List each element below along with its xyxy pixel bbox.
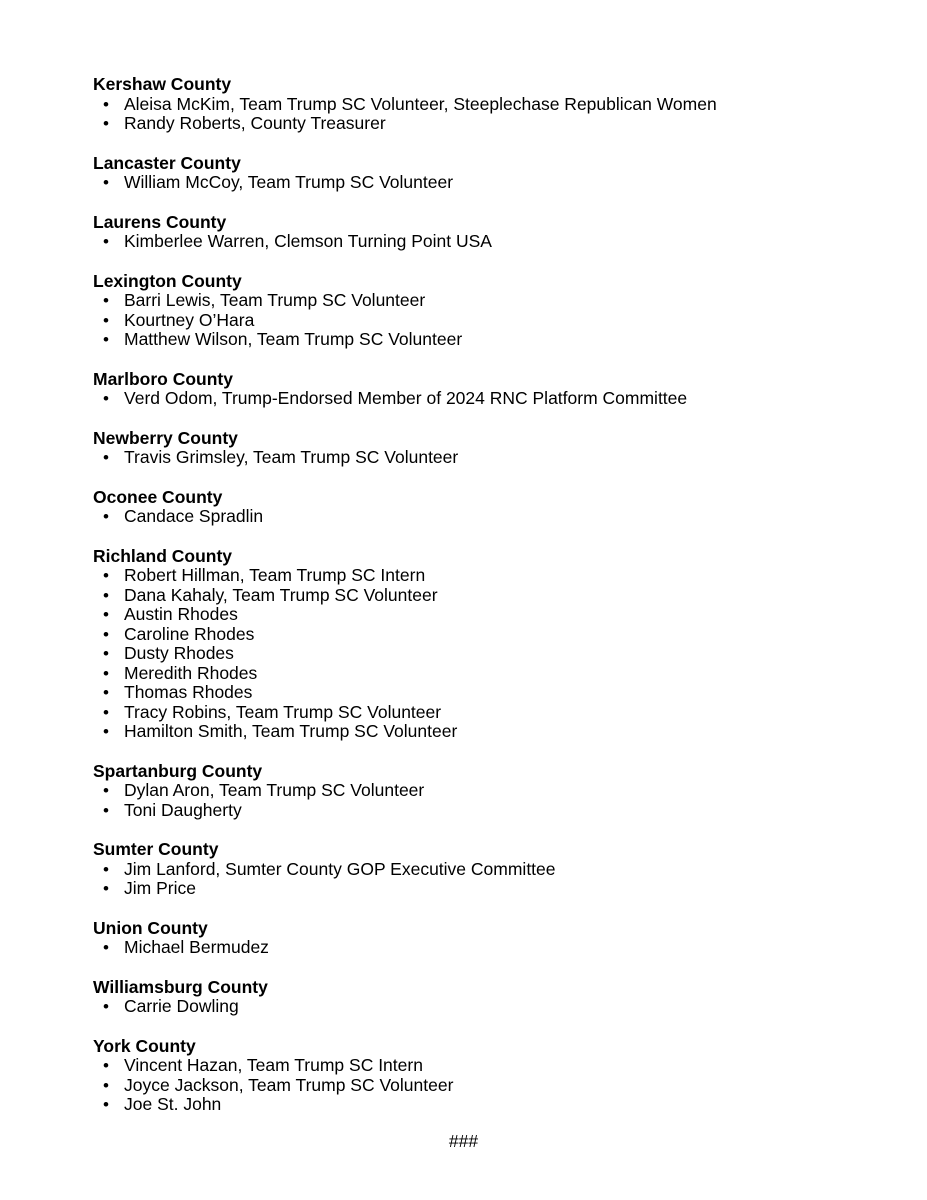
member-text: Caroline Rhodes: [124, 623, 255, 644]
bullet-icon: •: [103, 232, 109, 251]
list-item: [93, 114, 893, 134]
county-heading: Sumter County: [93, 839, 219, 859]
bullet-icon: •: [103, 291, 109, 310]
bullet-icon: •: [103, 938, 109, 957]
member-list: [93, 938, 893, 958]
bullet-icon: •: [103, 702, 109, 722]
member-list: [93, 997, 893, 1017]
county-section: [93, 370, 893, 409]
county-section: [93, 762, 893, 821]
bullet-icon: •: [103, 1056, 109, 1075]
list-item: [93, 938, 893, 958]
county-heading: Lexington County: [93, 270, 242, 291]
member-list: [93, 1056, 893, 1115]
bullet-icon: •: [103, 566, 109, 585]
list-item: [93, 586, 893, 606]
list-item: [93, 781, 893, 801]
list-item: [93, 644, 893, 664]
list-item: [93, 1056, 893, 1076]
member-text: William McCoy, Team Trump SC Volunteer: [124, 172, 454, 192]
list-item: [93, 1095, 893, 1115]
county-heading: Spartanburg County: [93, 760, 263, 781]
list-item: [93, 291, 893, 311]
county-list: [93, 75, 893, 1135]
county-section: [93, 1037, 893, 1115]
bullet-icon: •: [103, 114, 109, 133]
county-heading: Union County: [93, 917, 208, 938]
member-list: [93, 95, 893, 134]
county-heading: Kershaw County: [93, 74, 232, 94]
member-text: Aleisa McKim, Team Trump SC Volunteer, Steeplechase Republican Women: [124, 93, 717, 114]
list-item: [93, 389, 893, 409]
member-text: Austin Rhodes: [124, 604, 238, 624]
member-text: Toni Daugherty: [124, 799, 242, 820]
list-item: [93, 605, 893, 625]
bullet-icon: •: [103, 859, 109, 879]
member-text: Jim Price: [124, 878, 196, 898]
member-text: Vincent Hazan, Team Trump SC Intern: [124, 1055, 423, 1075]
member-text: Joe St. John: [124, 1094, 222, 1114]
bullet-icon: •: [103, 605, 109, 624]
bullet-icon: •: [103, 781, 109, 800]
bullet-icon: •: [103, 173, 109, 192]
bullet-icon: •: [103, 94, 109, 114]
member-text: Thomas Rhodes: [124, 682, 253, 702]
member-text: Kourtney O’Hara: [124, 309, 255, 330]
county-heading: Laurens County: [93, 211, 227, 232]
member-text: Travis Grimsley, Team Trump SC Volunteer: [124, 447, 459, 467]
member-text: Randy Roberts, County Treasurer: [124, 113, 386, 133]
bullet-icon: •: [103, 310, 109, 330]
member-text: Matthew Wilson, Team Trump SC Volunteer: [124, 329, 463, 349]
county-heading: Marlboro County: [93, 368, 233, 389]
list-item: [93, 625, 893, 645]
list-item: [93, 801, 893, 821]
county-heading: Richland County: [93, 545, 233, 566]
bullet-icon: •: [103, 800, 109, 820]
county-heading: Williamsburg County: [93, 976, 268, 997]
list-item: [93, 703, 893, 723]
list-item: [93, 722, 893, 742]
list-item: [93, 173, 893, 193]
member-list: [93, 232, 893, 252]
bullet-icon: •: [103, 507, 109, 526]
member-text: Michael Bermudez: [124, 937, 269, 957]
member-list: [93, 173, 893, 193]
bullet-icon: •: [103, 644, 109, 663]
member-list: [93, 860, 893, 899]
list-item: [93, 997, 893, 1017]
member-list: [93, 448, 893, 468]
list-item: [93, 664, 893, 684]
county-section: [93, 154, 893, 193]
list-item: [93, 860, 893, 880]
bullet-icon: •: [103, 683, 109, 702]
list-item: [93, 683, 893, 703]
bullet-icon: •: [103, 997, 109, 1016]
bullet-icon: •: [103, 330, 109, 349]
county-section: [93, 488, 893, 527]
list-item: [93, 1076, 893, 1096]
bullet-icon: •: [103, 1075, 109, 1095]
member-text: Joyce Jackson, Team Trump SC Volunteer: [124, 1074, 454, 1095]
bullet-icon: •: [103, 722, 109, 741]
member-text: Tracy Robins, Team Trump SC Volunteer: [124, 701, 442, 722]
member-list: [93, 291, 893, 350]
list-item: [93, 95, 893, 115]
member-text: Jim Lanford, Sumter County GOP Executive Committee: [124, 858, 556, 879]
bullet-icon: •: [103, 879, 109, 898]
member-text: Dylan Aron, Team Trump SC Volunteer: [124, 780, 425, 800]
county-section: [93, 547, 893, 742]
list-item: [93, 507, 893, 527]
county-section: [93, 429, 893, 468]
list-item: [93, 879, 893, 899]
bullet-icon: •: [103, 585, 109, 605]
county-section: [93, 75, 893, 134]
member-text: Carrie Dowling: [124, 996, 239, 1016]
county-section: [93, 840, 893, 899]
member-list: [93, 507, 893, 527]
list-item: [93, 566, 893, 586]
member-list: [93, 389, 893, 409]
end-mark: ###: [448, 1131, 479, 1151]
bullet-icon: •: [103, 1095, 109, 1114]
county-section: [93, 919, 893, 958]
member-text: Verd Odom, Trump-Endorsed Member of 2024 RNC Platform Committee: [124, 388, 688, 408]
member-text: Meredith Rhodes: [124, 662, 258, 683]
member-list: [93, 566, 893, 742]
list-item: [93, 311, 893, 331]
member-list: [93, 781, 893, 820]
county-section: [93, 213, 893, 252]
list-item: [93, 330, 893, 350]
county-heading: York County: [93, 1035, 196, 1056]
list-item: [93, 232, 893, 252]
bullet-icon: •: [103, 663, 109, 683]
member-text: Kimberlee Warren, Clemson Turning Point USA: [124, 231, 492, 251]
county-heading: Oconee County: [93, 486, 223, 507]
county-heading: Lancaster County: [93, 152, 241, 173]
member-text: Barri Lewis, Team Trump SC Volunteer: [124, 290, 426, 310]
county-heading: Newberry County: [93, 427, 238, 448]
member-text: Robert Hillman, Team Trump SC Intern: [124, 565, 426, 585]
bullet-icon: •: [103, 624, 109, 644]
bullet-icon: •: [103, 389, 109, 408]
member-text: Dana Kahaly, Team Trump SC Volunteer: [124, 584, 438, 605]
county-section: [93, 978, 893, 1017]
member-text: Candace Spradlin: [124, 506, 264, 526]
list-item: [93, 448, 893, 468]
member-text: Hamilton Smith, Team Trump SC Volunteer: [124, 721, 458, 741]
county-section: [93, 272, 893, 350]
member-text: Dusty Rhodes: [124, 643, 234, 663]
bullet-icon: •: [103, 448, 109, 467]
